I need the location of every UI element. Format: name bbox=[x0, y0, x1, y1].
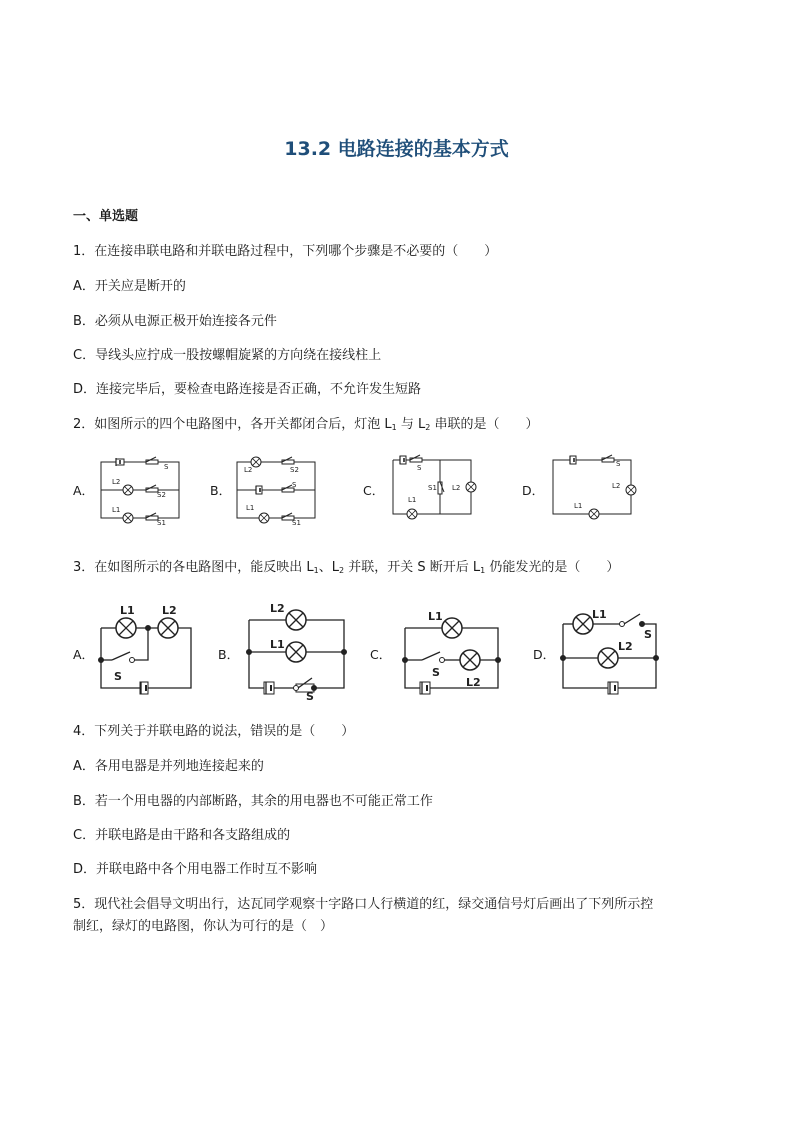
q2-circuit-c bbox=[390, 452, 476, 522]
q3-option-b-label: B． bbox=[218, 647, 240, 662]
q2-option-b-label: B． bbox=[210, 483, 232, 498]
subscript: 1 bbox=[391, 423, 397, 432]
q2-circuit-d bbox=[550, 452, 636, 522]
label-s: S bbox=[306, 690, 314, 703]
label-l1: L1 bbox=[408, 496, 417, 504]
label-s: S bbox=[644, 628, 652, 641]
label-s: S bbox=[417, 464, 422, 472]
q1-stem: 1．在连接串联电路和并联电路过程中，下列哪个步骤是不必要的（ ） bbox=[73, 244, 498, 259]
label-l2: L2 bbox=[162, 604, 177, 617]
q2-stem-part: 与 L bbox=[396, 417, 426, 432]
label-l2: L2 bbox=[112, 478, 121, 486]
q2-circuit-b bbox=[234, 456, 320, 526]
q2-stem-part: 串联的是（ ） bbox=[430, 417, 539, 432]
q4-option-a: A．各用电器是并列地连接起来的 bbox=[73, 759, 264, 774]
label-l1: L1 bbox=[120, 604, 135, 617]
label-s: S bbox=[164, 463, 169, 471]
q2-option-a-label: A． bbox=[73, 483, 95, 498]
q2-circuit-a bbox=[98, 456, 184, 526]
label-l1: L1 bbox=[592, 608, 607, 621]
q1-option-d: D．连接完毕后，要检查电路连接是否正确，不允许发生短路 bbox=[73, 382, 422, 397]
q4-option-b: B．若一个用电器的内部断路，其余的用电器也不可能正常工作 bbox=[73, 794, 433, 809]
label-l1: L1 bbox=[112, 506, 121, 514]
label-l2: L2 bbox=[618, 640, 633, 653]
q3-option-c-label: C． bbox=[370, 647, 392, 662]
section-heading: 一、单选题 bbox=[73, 209, 139, 224]
label-s: S bbox=[114, 670, 122, 683]
q3-circuit-a bbox=[98, 602, 198, 694]
q3-stem-part: 并联，开关 S 断开后 L bbox=[344, 560, 481, 575]
label-l2: L2 bbox=[466, 676, 481, 689]
label-l2: L2 bbox=[244, 466, 253, 474]
q3-stem-part: 3．在如图所示的各电路图中，能反映出 L bbox=[73, 560, 314, 575]
q3-circuit-b bbox=[246, 600, 350, 703]
label-s1: S1 bbox=[157, 519, 166, 527]
q1-option-b: B．必须从电源正极开始连接各元件 bbox=[73, 314, 277, 329]
q5-stem-line2: 制红，绿灯的电路图，你认为可行的是（ ） bbox=[73, 919, 334, 934]
label-s1: S1 bbox=[292, 519, 301, 527]
label-s: S bbox=[292, 481, 297, 489]
label-s2: S2 bbox=[290, 466, 299, 474]
q4-option-c: C．并联电路是由干路和各支路组成的 bbox=[73, 828, 291, 843]
q4-stem: 4．下列关于并联电路的说法，错误的是（ ） bbox=[73, 724, 355, 739]
q3-stem bbox=[73, 556, 619, 575]
label-s2: S2 bbox=[157, 491, 166, 499]
q5-stem-line1: 5．现代社会倡导文明出行，达瓦同学观察十字路口人行横道的红，绿交通信号灯后画出了下列所示控 bbox=[73, 897, 654, 912]
label-l1: L1 bbox=[246, 504, 255, 512]
label-s: S bbox=[432, 666, 440, 679]
subscript: 1 bbox=[313, 566, 319, 575]
q2-stem bbox=[73, 413, 539, 432]
q4-option-d: D．并联电路中各个用电器工作时互不影响 bbox=[73, 862, 318, 877]
subscript: 2 bbox=[339, 566, 345, 575]
label-l2: L2 bbox=[452, 484, 461, 492]
q2-stem-part: 2．如图所示的四个电路图中，各开关都闭合后，灯泡 L bbox=[73, 417, 392, 432]
label-l2: L2 bbox=[270, 602, 285, 615]
label-l1: L1 bbox=[270, 638, 285, 651]
page-title: 13.2 电路连接的基本方式 bbox=[284, 138, 509, 160]
q3-circuit-d bbox=[558, 600, 662, 696]
q3-stem-part: 、L bbox=[318, 560, 339, 575]
label-s: S bbox=[616, 460, 621, 468]
q3-stem-part: 仍能发光的是（ ） bbox=[485, 560, 620, 575]
q1-option-a: A．开关应是断开的 bbox=[73, 279, 186, 294]
q3-option-a-label: A． bbox=[73, 647, 95, 662]
label-l1: L1 bbox=[428, 610, 443, 623]
q3-circuit-c bbox=[400, 602, 504, 694]
q2-option-d-label: D． bbox=[522, 483, 545, 498]
label-s1: S1 bbox=[428, 484, 437, 492]
label-l1: L1 bbox=[574, 502, 583, 510]
subscript: 1 bbox=[480, 566, 486, 575]
subscript: 2 bbox=[425, 423, 431, 432]
label-l2: L2 bbox=[612, 482, 621, 490]
q3-option-d-label: D． bbox=[533, 647, 556, 662]
q2-option-c-label: C． bbox=[363, 483, 385, 498]
q1-option-c: C．导线头应拧成一股按螺帽旋紧的方向绕在接线柱上 bbox=[73, 348, 382, 363]
